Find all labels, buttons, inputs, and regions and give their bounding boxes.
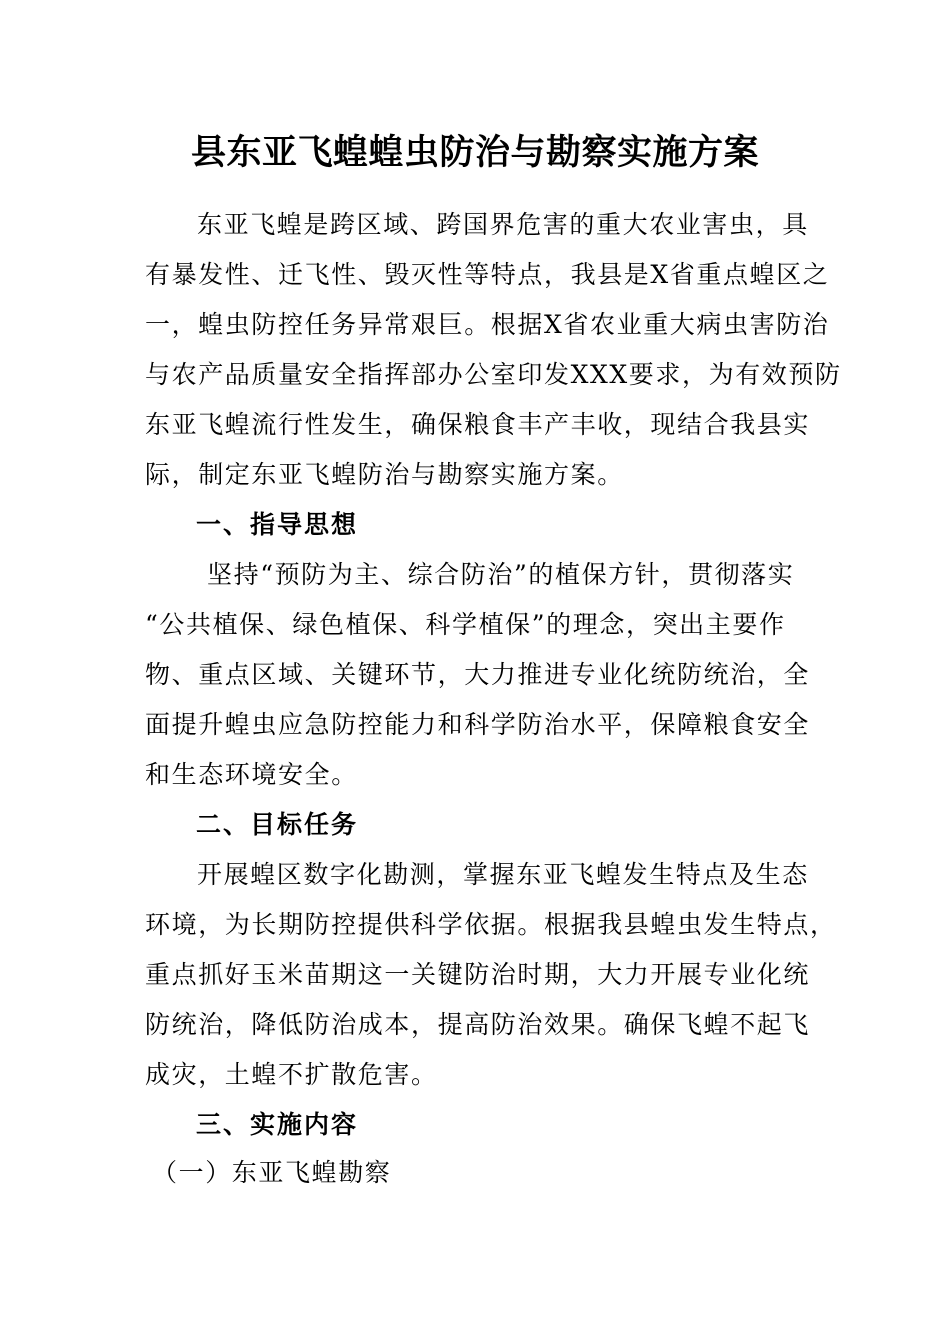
intro-paragraph <box>145 200 842 500</box>
paragraph-line: 环境，为长期防控提供科学依据。根据我县蝗虫发生特点， <box>145 910 837 939</box>
paragraph-line: 际，制定东亚飞蝗防治与勘察实施方案。 <box>145 460 624 489</box>
objectives-paragraph <box>145 850 837 1100</box>
paragraph-line: 与农产品质量安全指挥部办公室印发XXX要求，为有效预防 <box>145 360 842 389</box>
paragraph-line: 一，蝗虫防控任务异常艰巨。根据X省农业重大病虫害防治 <box>145 310 830 339</box>
paragraph-line: 东亚飞蝗流行性发生，确保粮食丰产丰收，现结合我县实 <box>145 410 811 439</box>
paragraph-line: “公共植保、绿色植保、科学植保”的理念，突出主要作 <box>145 610 786 639</box>
section-heading-objectives: 二、目标任务 <box>196 810 359 839</box>
section-heading-implementation: 三、实施内容 <box>196 1110 359 1139</box>
paragraph-line: 成灾，土蝗不扩散危害。 <box>145 1060 438 1089</box>
paragraph-line: 和生态环境安全。 <box>145 760 358 789</box>
paragraph-line: 有暴发性、迁飞性、毁灭性等特点，我县是X省重点蝗区之 <box>145 260 830 289</box>
document-title: 县东亚飞蝗蝗虫防治与勘察实施方案 <box>190 132 759 173</box>
paragraph-line: 面提升蝗虫应急防控能力和科学防治水平，保障粮食安全 <box>145 710 811 739</box>
guiding-ideology-paragraph <box>145 550 810 800</box>
paragraph-line: 开展蝗区数字化勘测，掌握东亚飞蝗发生特点及生态 <box>197 860 809 889</box>
paragraph-line: 防统治，降低防治成本，提高防治效果。确保飞蝗不起飞 <box>145 1010 811 1039</box>
section-heading-guiding-ideology: 一、指导思想 <box>196 510 359 539</box>
paragraph-line: 坚持“预防为主、综合防治”的植保方针，贯彻落实 <box>207 560 795 589</box>
paragraph-line: 物、重点区域、关键环节，大力推进专业化统防统治，全 <box>145 660 811 689</box>
subsection-heading-survey: （一）东亚飞蝗勘察 <box>152 1158 392 1187</box>
paragraph-line: 重点抓好玉米苗期这一关键防治时期，大力开展专业化统 <box>145 960 811 989</box>
paragraph-line: 东亚飞蝗是跨区域、跨国界危害的重大农业害虫，具 <box>197 210 809 239</box>
